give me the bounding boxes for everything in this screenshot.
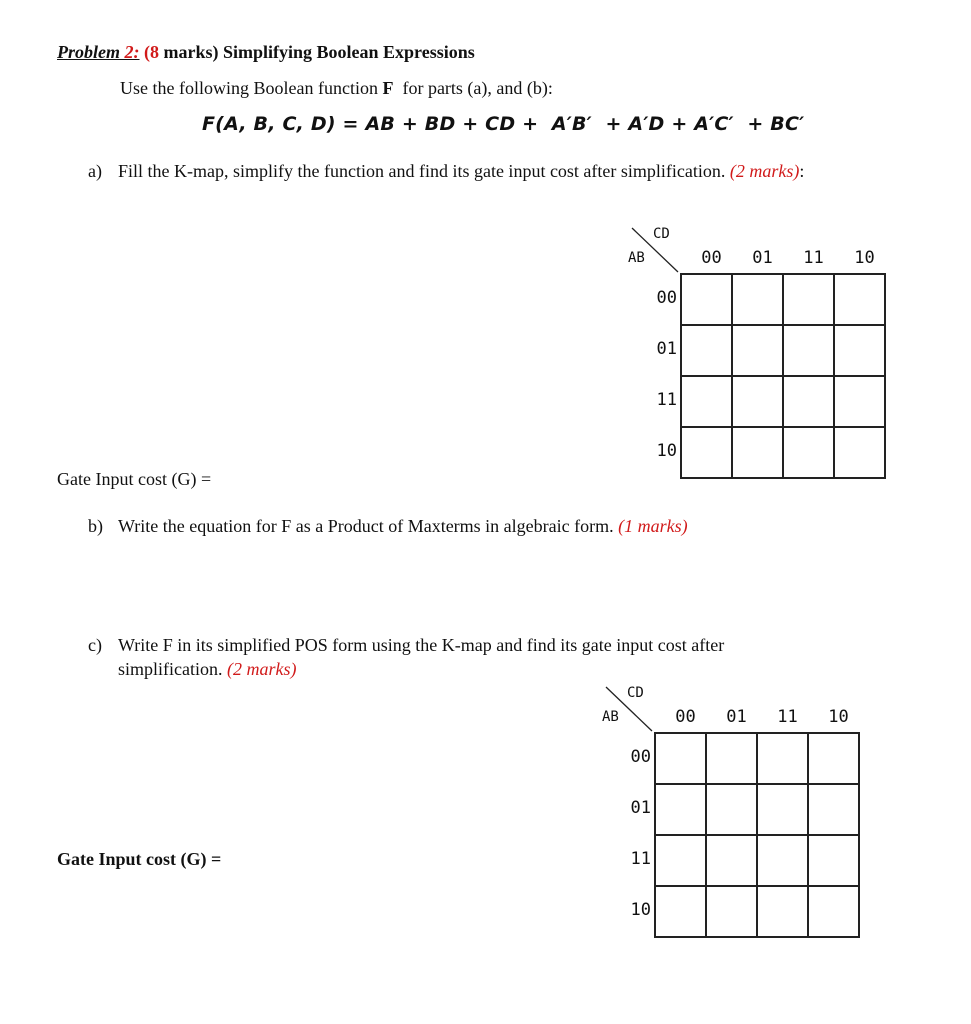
kmap-2-col-header: 01 — [726, 707, 747, 727]
kmap-1-cell[interactable] — [784, 326, 835, 377]
kmap-1-cell[interactable] — [835, 377, 886, 428]
kmap-2-cell[interactable] — [809, 836, 860, 887]
kmap-2-col-var: CD — [627, 685, 644, 701]
kmap-1-row-header: 11 — [656, 390, 677, 410]
kmap-2-cell[interactable] — [707, 887, 758, 938]
kmap-1-cell[interactable] — [784, 428, 835, 479]
kmap-1-cell[interactable] — [784, 275, 835, 326]
kmap-2-cell[interactable] — [758, 887, 809, 938]
problem-marks-open: (8 — [144, 42, 159, 62]
kmap-2-cell[interactable] — [656, 887, 707, 938]
kmap-2-cell[interactable] — [758, 836, 809, 887]
boolean-formula: F(A, B, C, D) = AB + BD + CD + A′B′ + A′D + A′C′ + BC′ — [202, 113, 805, 135]
kmap-1-grid — [680, 273, 886, 479]
part-c-question: c) Write F in its simplified POS form using the K-map and find its gate input cost after — [88, 635, 725, 655]
kmap-1-col-var: CD — [653, 226, 670, 242]
kmap-1-cell[interactable] — [733, 428, 784, 479]
kmap-2-row-header: 10 — [630, 900, 651, 920]
kmap-2-row-header: 11 — [630, 849, 651, 869]
kmap-1-cell[interactable] — [733, 326, 784, 377]
kmap-2-cell[interactable] — [809, 887, 860, 938]
kmap-1 — [620, 226, 920, 496]
kmap-2-row-header: 01 — [630, 798, 651, 818]
kmap-2-col-header: 10 — [828, 707, 849, 727]
kmap-2-cell[interactable] — [707, 785, 758, 836]
kmap-2-col-header: 00 — [675, 707, 696, 727]
kmap-2-cell[interactable] — [809, 785, 860, 836]
kmap-1-col-header: 10 — [854, 248, 875, 268]
kmap-1-cell[interactable] — [733, 377, 784, 428]
kmap-1-row-header: 01 — [656, 339, 677, 359]
gate-input-cost-c: Gate Input cost (G) = — [57, 849, 222, 869]
kmap-2-cell[interactable] — [758, 734, 809, 785]
kmap-1-cell[interactable] — [682, 275, 733, 326]
part-c-question-line2: simplification. (2 marks) — [118, 659, 297, 679]
kmap-1-cell[interactable] — [682, 377, 733, 428]
kmap-1-col-header: 11 — [803, 248, 824, 268]
kmap-1-cell[interactable] — [835, 326, 886, 377]
kmap-2-grid — [654, 732, 860, 938]
kmap-1-cell[interactable] — [682, 326, 733, 377]
problem-label: Problem 2: — [57, 42, 140, 62]
kmap-2-cell[interactable] — [707, 734, 758, 785]
kmap-2-cell[interactable] — [809, 734, 860, 785]
kmap-2-row-header: 00 — [630, 747, 651, 767]
kmap-1-cell[interactable] — [733, 275, 784, 326]
part-a-question: a) Fill the K-map, simplify the function and find its gate input cost after simplification. (2 marks): — [88, 161, 805, 181]
part-b-question: b) Write the equation for F as a Product of Maxterms in algebraic form. (1 marks) — [88, 516, 688, 536]
kmap-2-row-var: AB — [602, 709, 619, 725]
intro-text: Use the following Boolean function F for parts (a), and (b): — [120, 78, 553, 98]
kmap-2-cell[interactable] — [656, 836, 707, 887]
kmap-2-cell[interactable] — [656, 785, 707, 836]
kmap-1-cell[interactable] — [784, 377, 835, 428]
kmap-2-cell[interactable] — [656, 734, 707, 785]
kmap-2-cell[interactable] — [707, 836, 758, 887]
gate-input-cost-a: Gate Input cost (G) = — [57, 469, 212, 489]
kmap-1-row-header: 00 — [656, 288, 677, 308]
kmap-1-cell[interactable] — [835, 428, 886, 479]
problem-heading: marks) Simplifying Boolean Expressions — [163, 42, 475, 62]
kmap-1-cell[interactable] — [835, 275, 886, 326]
kmap-2-cell[interactable] — [758, 785, 809, 836]
kmap-2-col-header: 11 — [777, 707, 798, 727]
kmap-1-col-header: 00 — [701, 248, 722, 268]
kmap-1-row-header: 10 — [656, 441, 677, 461]
kmap-1-cell[interactable] — [682, 428, 733, 479]
kmap-1-col-header: 01 — [752, 248, 773, 268]
problem-title — [57, 42, 475, 63]
kmap-1-row-var: AB — [628, 250, 645, 266]
kmap-2 — [594, 685, 894, 955]
